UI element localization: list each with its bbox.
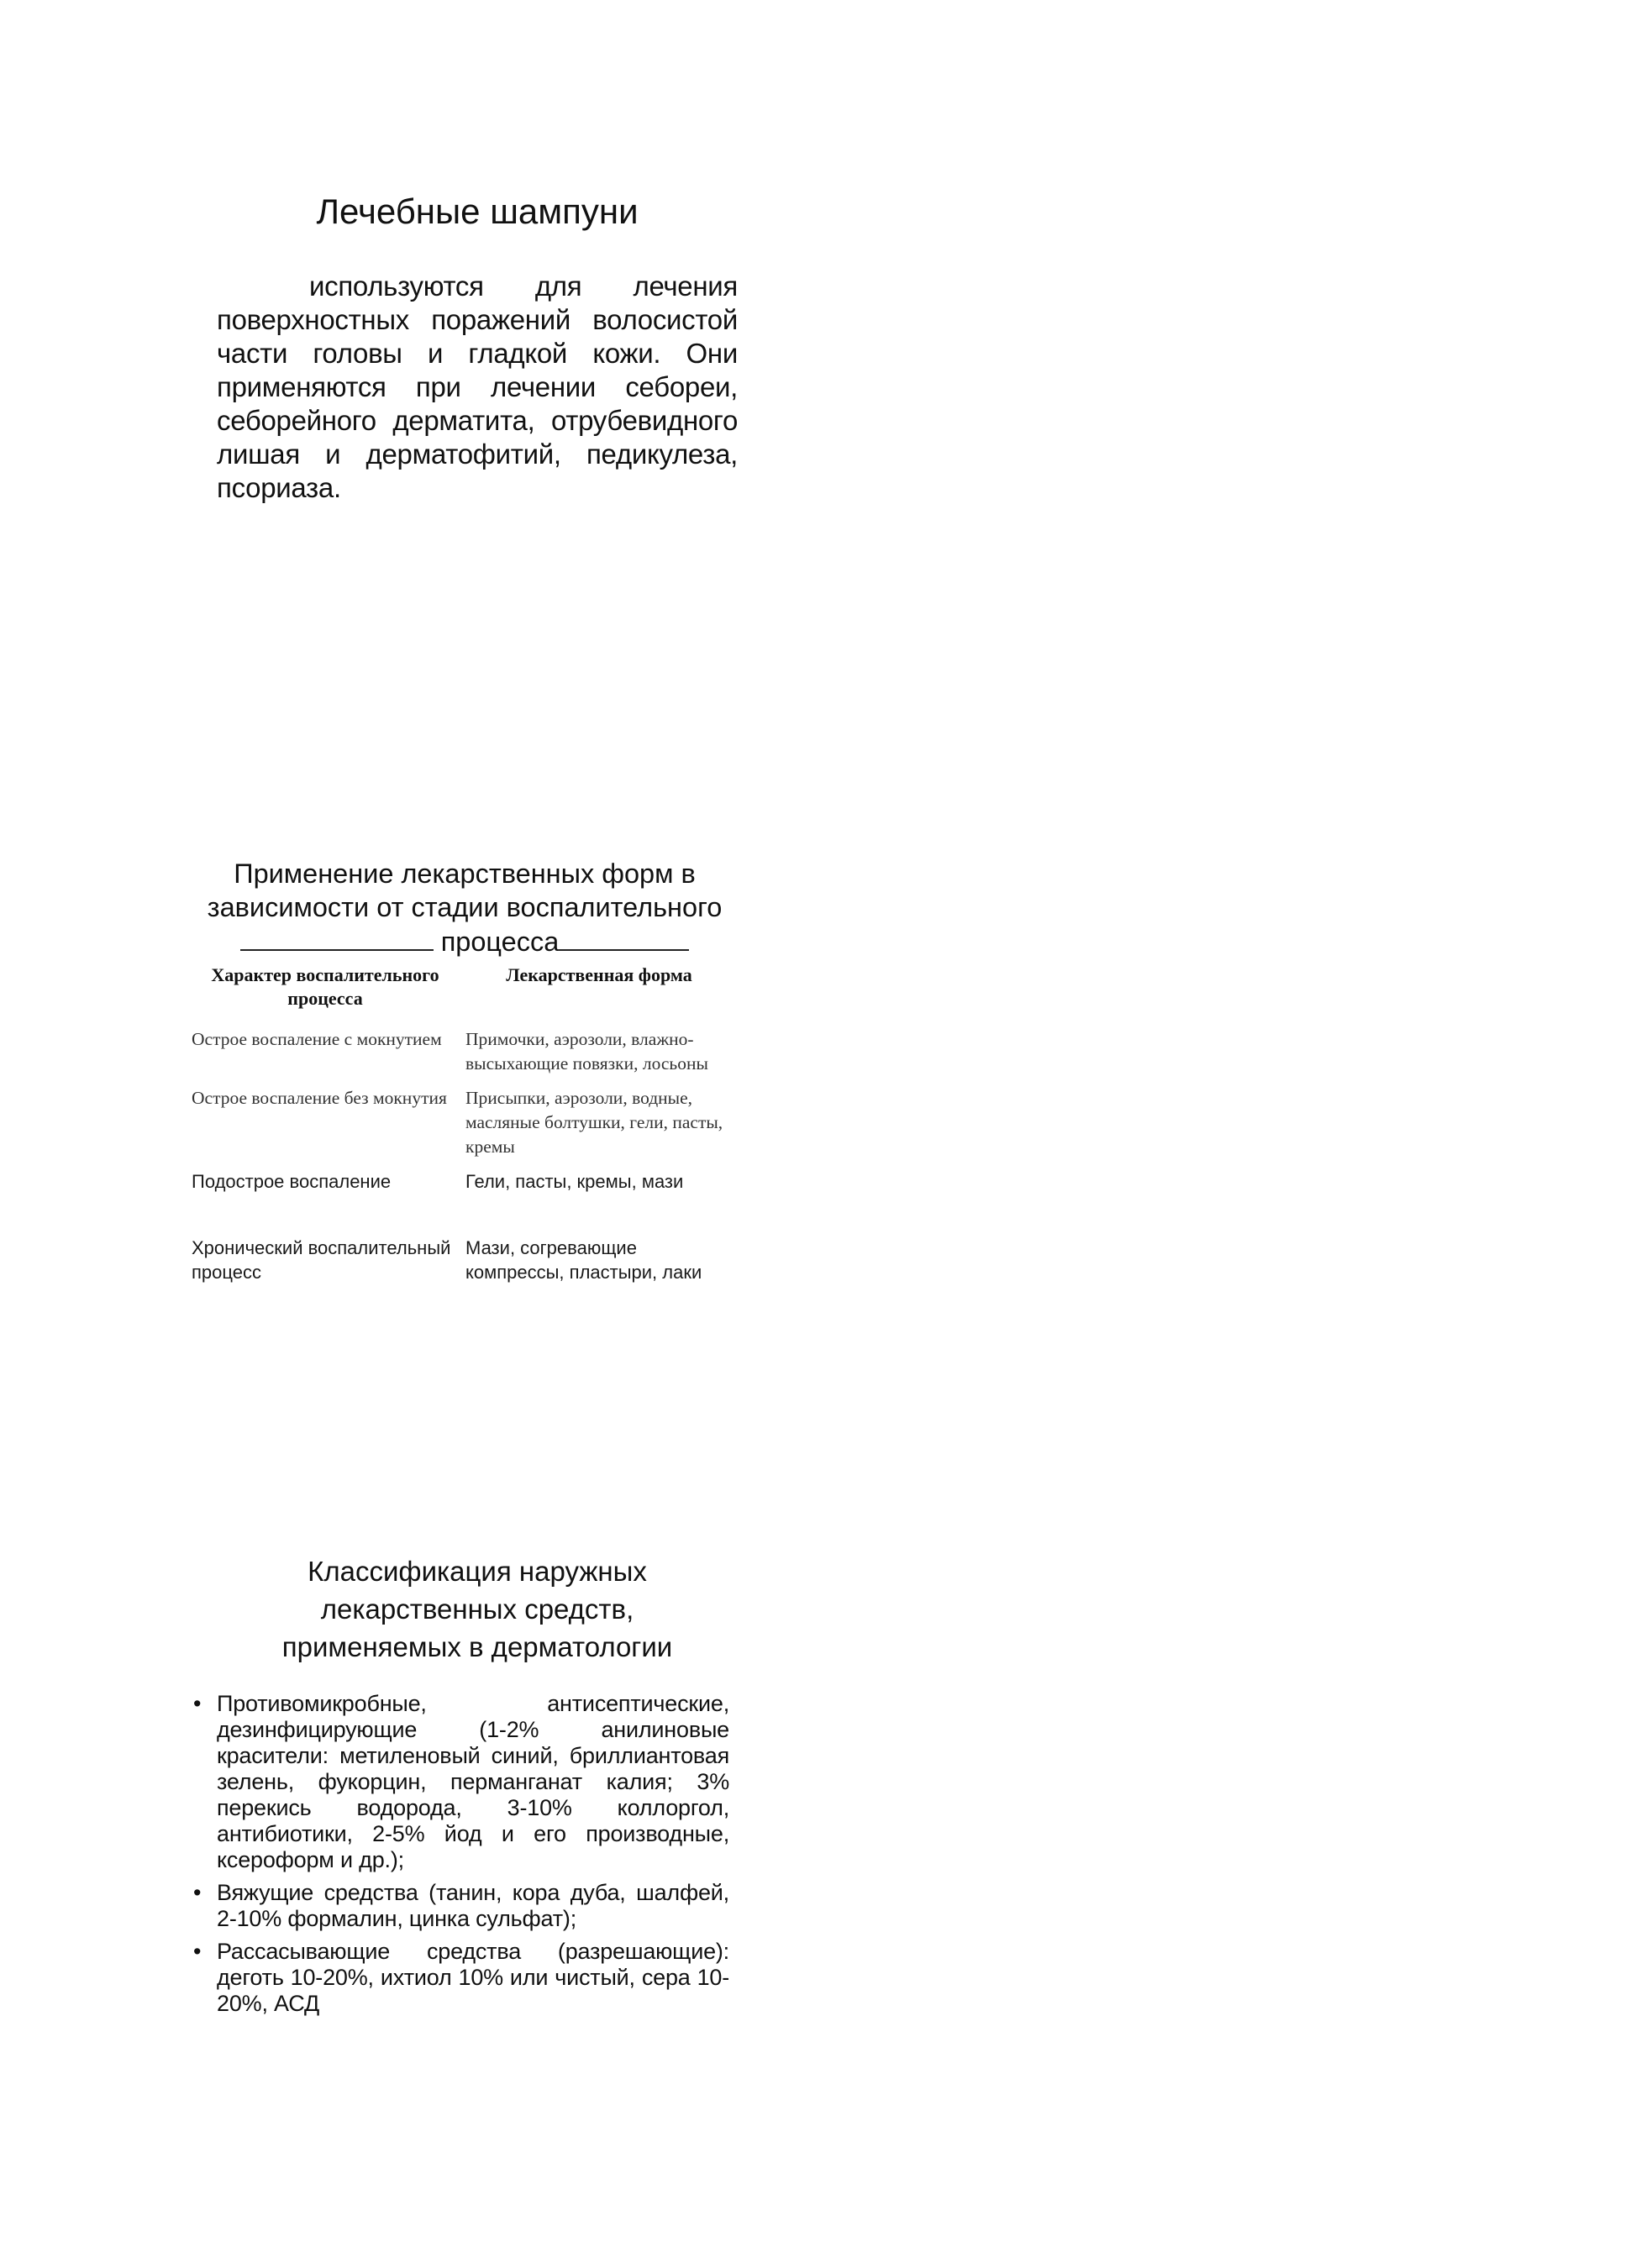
- cell-stage: Острое воспаление с мокнутием: [192, 1029, 442, 1049]
- title-underline-right: [559, 924, 689, 951]
- table-row: [192, 1236, 738, 1294]
- cell-stage: Подострое воспаление: [192, 1171, 392, 1192]
- list-item-text: Вяжущие средства (танин, кора дуба, шалфей, 2-10% формалин, цинка сульфат);: [217, 1880, 729, 1931]
- slide-title: [192, 857, 738, 958]
- list-item: [192, 1939, 729, 2017]
- slide-dosage-forms: [192, 857, 738, 1294]
- title-line-3: процесса: [440, 927, 560, 957]
- list-item-text: Противомикробные, антисептические, дезинфицирующие (1-2% анилиновые красители: метиленовый синий, бриллиантовая зелень, фукорцин, перманганат калия; 3% перекись водорода, 3-10% коллоргол, антибиотики, 2-5% йод и его производные, ксероформ и др.);: [217, 1691, 729, 1872]
- cell-stage: Острое воспаление без мокнутия: [192, 1088, 447, 1108]
- slide-drug-classification: [192, 1552, 738, 2024]
- cell-form: Мази, согревающие компрессы, пластыри, лаки: [465, 1237, 702, 1283]
- dosage-forms-table: [192, 963, 738, 1294]
- bullet-icon: •: [193, 1939, 202, 1964]
- cell-form: Примочки, аэрозоли, влажно-высыхающие повязки, лосьоны: [465, 1029, 708, 1074]
- cell-form: Гели, пасты, кремы, мази: [465, 1171, 684, 1192]
- table-row: [192, 1086, 738, 1169]
- title-line-3: применяемых в дерматологии: [281, 1631, 673, 1662]
- bullet-icon: •: [193, 1691, 202, 1716]
- title-line-1: Применение лекарственных форм в: [234, 858, 696, 889]
- list-item: [192, 1691, 729, 1873]
- title-line-2: лекарственных средств,: [320, 1593, 634, 1625]
- table-row: [192, 1169, 738, 1236]
- list-item: [192, 1880, 729, 1932]
- table-header-row: [192, 963, 738, 1027]
- slide-therapeutic-shampoos: [192, 189, 738, 505]
- slide-body-text: используются для лечения поверхностных поражений волосистой части головы и гладкой кожи. Они применяются при лечении себореи, себорейного дерматита, отрубевидного лишая и дерматофитий, педикулеза, псориаза.: [217, 270, 738, 503]
- cell-form: Присыпки, аэрозоли, водные, масляные болтушки, гели, пасты, кремы: [465, 1088, 723, 1157]
- title-line-2: зависимости от стадии воспалительного: [207, 892, 723, 922]
- slide-title: [217, 1552, 738, 1666]
- table-row: [192, 1027, 738, 1086]
- title-line-1: Классификация наружных: [308, 1556, 647, 1587]
- classification-list: [192, 1691, 729, 2017]
- bullet-icon: •: [193, 1880, 202, 1905]
- header-stage: Характер воспалительного процесса: [211, 964, 439, 1009]
- slide-title: Лечебные шампуни: [316, 192, 639, 231]
- header-form: Лекарственная форма: [506, 964, 692, 985]
- cell-stage: Хронический воспалительный процесс: [192, 1237, 451, 1283]
- list-item-text: Рассасывающие средства (разрешающие): деготь 10-20%, ихтиол 10% или чистый, сера 10-20%, АСД: [217, 1939, 729, 2016]
- title-underline-left: [240, 924, 434, 951]
